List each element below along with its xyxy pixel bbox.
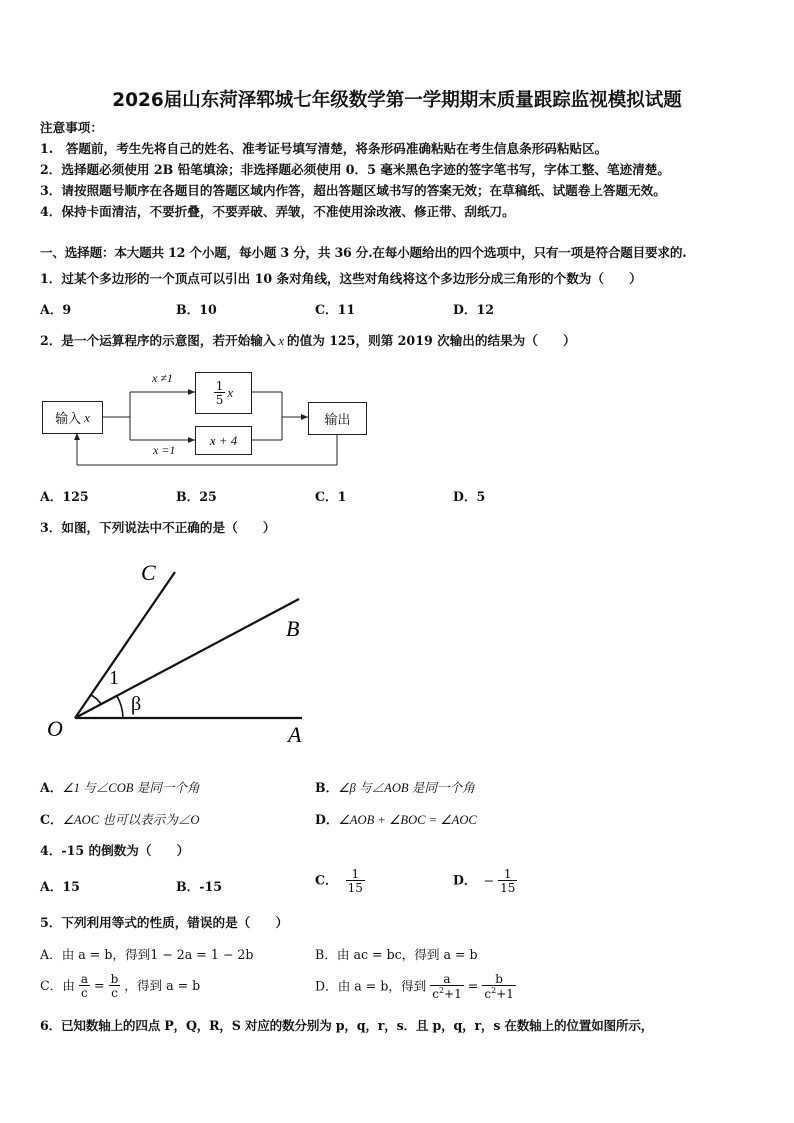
label-o: O	[47, 716, 63, 741]
q4-option-d-fraction	[498, 868, 517, 894]
flow-divide-fraction	[214, 380, 226, 406]
q5-stem: 5．下列利用等式的性质，错误的是（ ）	[40, 915, 289, 930]
q4-option-c-num: 1	[351, 867, 360, 881]
q5-c-den1: c	[79, 985, 90, 999]
q5-c-num2: b	[110, 972, 119, 986]
ray-oc	[75, 572, 175, 718]
q3-option-b	[315, 780, 475, 796]
flow-output-box: 输出	[308, 402, 367, 435]
label-angle-beta: β	[131, 693, 142, 715]
q2-stem-part2: 的值为 125，则第 2019 次输出的结果为（ ）	[287, 333, 576, 348]
q4-option-a: A．15	[40, 879, 80, 894]
q5-d-den2-plus: +1	[496, 987, 514, 1001]
flow-divide-den: 5	[215, 393, 224, 407]
q5-option-d-frac1	[430, 973, 464, 1000]
q5-option-d	[315, 973, 516, 1000]
q1-option-c: C．11	[315, 302, 356, 317]
q4-option-d-den: 15	[500, 881, 516, 895]
q5-option-d-frac2	[482, 973, 516, 1000]
q2-stem-part1: 2．是一个运算程序的示意图，若开始输入	[40, 333, 276, 348]
q4-option-c	[315, 868, 365, 894]
q3-option-b-text: ∠β 与∠AOB 是同一个角	[338, 781, 475, 795]
q2-stem-var: x	[278, 334, 285, 348]
q3-option-a-text: ∠1 与∠COB 是同一个角	[62, 781, 200, 795]
q5-c-den2: c	[109, 985, 121, 999]
label-b: B	[286, 616, 300, 641]
ray-ob	[75, 599, 299, 718]
q3-option-b-prefix: B．	[315, 780, 339, 795]
flow-input-box	[42, 401, 103, 434]
q3-option-a	[40, 780, 200, 796]
notice-item-3: 3．请按照题号顺序在各题目的答题区域内作答，超出答题区域书写的答案无效；在草稿纸、试题卷上答题无效。	[40, 183, 666, 198]
q5-option-c-prefix: C．由	[40, 978, 75, 993]
q4-option-b: B．-15	[176, 879, 222, 894]
q4-stem: 4．-15 的倒数为（ ）	[40, 843, 190, 858]
q4-option-d-num: 1	[503, 867, 512, 881]
q4-option-c-prefix: C．	[315, 872, 338, 888]
q5-option-a: A．由 a = b，得到1 − 2a = 1 − 2b	[40, 947, 254, 962]
label-a: A	[288, 722, 302, 747]
flow-input-var: x	[84, 409, 90, 425]
q4-option-d-prefix: D．	[453, 872, 477, 888]
q1-stem: 1．过某个多边形的一个顶点可以引出 10 条对角线，这些对角线将这个多边形分成三角形的个数为（ ）	[40, 271, 642, 286]
q4-option-d-sign: −	[483, 872, 495, 888]
q3-option-c	[40, 812, 200, 828]
flow-divide-box	[195, 372, 252, 414]
q3-option-d	[315, 812, 477, 828]
q1-option-a: A．9	[40, 302, 72, 317]
q5-option-c-suffix: ，得到 a = b	[124, 978, 201, 993]
q6-stem: 6．已知数轴上的四点 P，Q，R，S 对应的数分别为 p，q，r，s．且 p，q，r，s 在数轴上的位置如图所示，	[40, 1018, 654, 1033]
flow-divide-num: 1	[215, 379, 224, 393]
q4-option-c-fraction	[346, 868, 365, 894]
label-c: C	[141, 560, 156, 585]
q3-stem: 3．如图，下列说法中不正确的是（ ）	[40, 520, 276, 535]
q5-d-num1: a	[443, 972, 451, 986]
q5-option-c-frac2	[109, 973, 121, 999]
q5-c-num1: a	[80, 972, 88, 986]
q5-option-c-frac1	[79, 973, 90, 999]
q1-option-d: D．12	[453, 302, 495, 317]
q3-option-d-prefix: D．	[315, 812, 339, 827]
q2-option-b: B．25	[176, 489, 217, 504]
q5-d-den2	[482, 985, 516, 1000]
q5-option-b: B．由 ac = bc，得到 a = b	[315, 947, 478, 962]
flow-cond-one: x =1	[153, 443, 176, 457]
page-title: 2026届山东菏泽郓城七年级数学第一学期期末质量跟踪监视模拟试题	[112, 90, 682, 111]
q3-option-c-text: ∠AOC 也可以表示为∠O	[62, 813, 200, 827]
q4-option-d	[453, 868, 517, 894]
q2-flowchart-lines	[0, 0, 794, 480]
q5-d-den2-var: c	[484, 987, 492, 1001]
q3-option-d-text: ∠AOB + ∠BOC = ∠AOC	[338, 813, 477, 827]
q3-option-a-prefix: A．	[40, 780, 63, 795]
label-angle-1: 1	[109, 667, 119, 689]
q1-option-b: B．10	[176, 302, 217, 317]
q5-d-den1	[430, 985, 464, 1000]
q5-c-eq: =	[94, 978, 105, 993]
q5-d-den1-sq: 2	[438, 986, 445, 995]
q3-angle-figure	[0, 540, 400, 760]
q2-option-c: C．1	[315, 489, 347, 504]
flow-cond-not-one: x ≠1	[152, 371, 173, 385]
q5-option-c	[40, 973, 200, 999]
q4-option-c-den: 15	[347, 881, 363, 895]
notice-heading: 注意事项：	[40, 120, 103, 135]
section-heading: 一、选择题：本大题共 12 个小题，每小题 3 分，共 36 分.在每小题给出的四个选项中，只有一项是符合题目要求的.	[40, 245, 687, 260]
notice-item-2: 2．选择题必须使用 2B 铅笔填涂；非选择题必须使用 0．5 毫米黑色字迹的签字笔书写，字体工整、笔迹清楚。	[40, 162, 670, 177]
q2-option-d: D．5	[453, 489, 486, 504]
q2-option-a: A．125	[40, 489, 89, 504]
notice-item-4: 4．保持卡面清洁，不要折叠，不要弄破、弄皱，不准使用涂改液、修正带、刮纸刀。	[40, 204, 515, 219]
q5-d-den1-var: c	[432, 987, 439, 1001]
q5-d-den2-sq: 2	[491, 986, 497, 995]
notice-item-1: 1. 答题前，考生先将自己的姓名、准考证号填写清楚，将条形码准确粘贴在考生信息条形码粘贴区。	[40, 141, 608, 156]
q3-option-c-prefix: C．	[40, 812, 63, 827]
q5-d-eq: =	[467, 978, 479, 994]
q5-option-d-prefix: D．由 a = b，得到	[315, 978, 427, 994]
flow-input-label: 输入	[55, 412, 82, 427]
flow-add-box: x + 4	[195, 426, 252, 455]
q5-d-den1-plus: +1	[444, 987, 462, 1001]
q5-d-num2: b	[495, 972, 503, 986]
flow-divide-var: x	[227, 385, 234, 400]
